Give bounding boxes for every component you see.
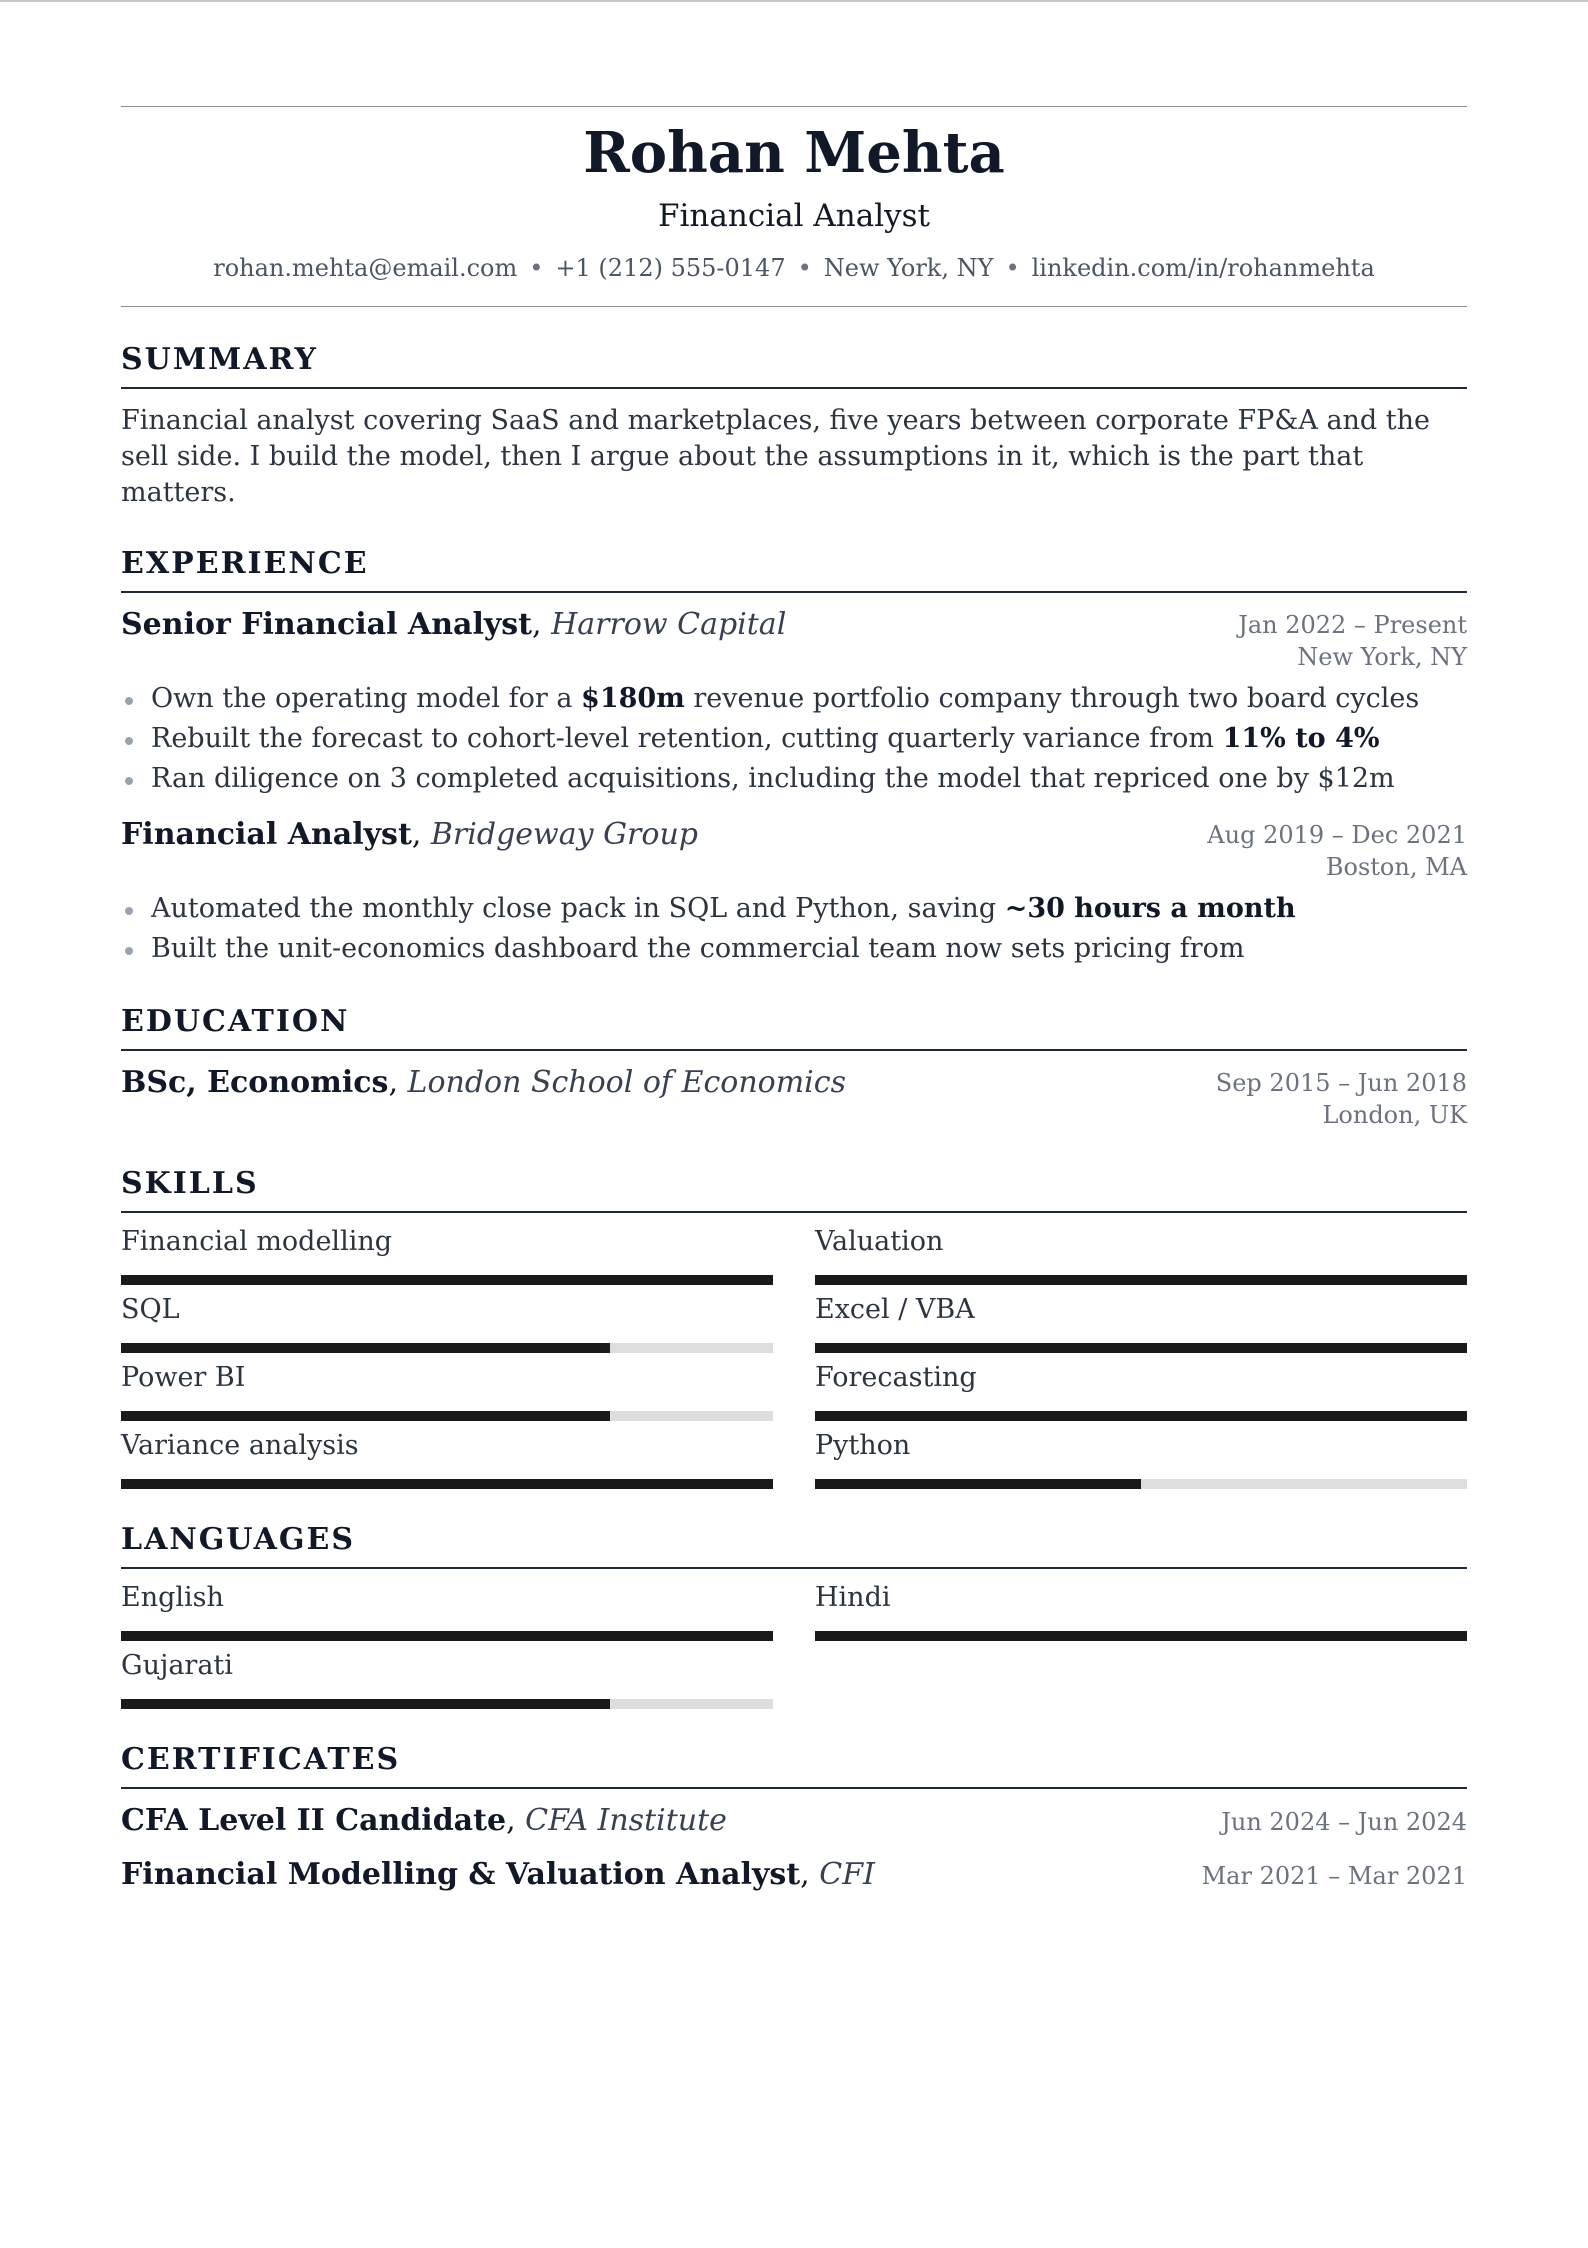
language-label: Hindi — [815, 1582, 891, 1613]
achievement-item: Ran diligence on 3 completed acquisitions, including the model that repriced one by $12m — [121, 759, 1467, 799]
achievement-item: Own the operating model for a $180m revenue portfolio company through two board cycles — [121, 679, 1467, 719]
job-role: Financial Analyst — [121, 817, 412, 852]
achievement-list — [121, 889, 1467, 969]
achievement-item: Automated the monthly close pack in SQL and Python, saving ~30 hours a month — [121, 889, 1467, 929]
language-level-fill — [121, 1631, 773, 1641]
section-heading: SKILLS — [121, 1169, 1467, 1213]
school: London School of Economics — [407, 1065, 846, 1100]
skills-section — [121, 1166, 1467, 1497]
experience-entry — [121, 817, 1467, 969]
skill-level-fill — [815, 1275, 1467, 1285]
experience-entry-header — [121, 607, 1467, 673]
skill-item — [815, 1429, 1467, 1497]
language-label: English — [121, 1582, 224, 1613]
certificate-dates: Mar 2021 – Mar 2021 — [1201, 1862, 1467, 1890]
skill-label: Variance analysis — [121, 1430, 359, 1461]
experience-entry-header — [121, 817, 1467, 883]
language-level-bar — [815, 1631, 1467, 1641]
language-level-bar — [121, 1699, 773, 1709]
achievement-list — [121, 679, 1467, 799]
experience-location: New York, NY — [1297, 643, 1467, 671]
skill-level-bar — [815, 1343, 1467, 1353]
certificate-issuer: CFA Institute — [525, 1803, 727, 1838]
section-heading: CERTIFICATES — [121, 1745, 1467, 1789]
skill-level-fill — [815, 1411, 1467, 1421]
job-role: Senior Financial Analyst — [121, 607, 533, 642]
education-dates: Sep 2015 – Jun 2018 — [1215, 1069, 1467, 1097]
certificate-title: CFA Level II Candidate, CFA Institute — [121, 1803, 727, 1838]
certificate-title: Financial Modelling & Valuation Analyst, CFI — [121, 1857, 875, 1892]
education-location: London, UK — [1322, 1101, 1467, 1129]
top-border — [0, 0, 1588, 2]
experience-dates: Jan 2022 – Present — [1238, 611, 1467, 639]
contact-separator: • — [1005, 254, 1020, 282]
contact-separator: • — [797, 254, 812, 282]
language-level-fill — [121, 1699, 610, 1709]
header-top-rule — [121, 106, 1467, 107]
language-level-bar — [121, 1631, 773, 1641]
skill-item — [121, 1429, 773, 1497]
achievement-item: Built the unit-economics dashboard the commercial team now sets pricing from — [121, 929, 1467, 969]
candidate-name: Rohan Mehta — [583, 120, 1005, 186]
resume-content — [121, 106, 1467, 1893]
skills-grid — [121, 1225, 1467, 1497]
skill-level-fill — [815, 1479, 1141, 1489]
skill-item — [815, 1225, 1467, 1293]
certificate-name: CFA Level II Candidate — [121, 1803, 507, 1838]
certificate-name: Financial Modelling & Valuation Analyst — [121, 1857, 801, 1892]
skill-level-bar — [121, 1479, 773, 1489]
experience-section — [121, 546, 1467, 969]
summary-section — [121, 342, 1467, 511]
skill-level-bar — [815, 1411, 1467, 1421]
skill-item — [815, 1361, 1467, 1429]
experience-entry — [121, 607, 1467, 799]
section-heading: EXPERIENCE — [121, 549, 1467, 593]
experience-title: Senior Financial Analyst, Harrow Capital — [121, 607, 787, 642]
experience-list — [121, 607, 1467, 969]
education-section — [121, 1004, 1467, 1131]
skill-level-bar — [121, 1343, 773, 1353]
degree: BSc, Economics — [121, 1065, 389, 1100]
skill-label: Financial modelling — [121, 1226, 393, 1257]
language-label: Gujarati — [121, 1650, 233, 1681]
skill-item — [815, 1293, 1467, 1361]
contact-linkedin[interactable]: linkedin.com/in/rohanmehta — [1031, 254, 1375, 282]
skill-label: Forecasting — [815, 1362, 977, 1393]
language-item — [121, 1581, 773, 1649]
skill-level-fill — [121, 1411, 610, 1421]
skill-label: Power BI — [121, 1362, 246, 1393]
skill-level-bar — [815, 1479, 1467, 1489]
experience-title: Financial Analyst, Bridgeway Group — [121, 817, 698, 852]
certificate-dates: Jun 2024 – Jun 2024 — [1221, 1808, 1467, 1836]
contact-location: New York, NY — [823, 254, 994, 282]
skill-level-fill — [121, 1275, 773, 1285]
contact-line — [121, 256, 1467, 280]
resume-header — [121, 120, 1467, 282]
skill-level-bar — [121, 1411, 773, 1421]
company-name: Harrow Capital — [551, 607, 787, 642]
language-item — [815, 1581, 1467, 1649]
section-heading: EDUCATION — [121, 1007, 1467, 1051]
skill-item — [121, 1361, 773, 1429]
skill-label: SQL — [121, 1294, 180, 1325]
skill-label: Valuation — [815, 1226, 944, 1257]
section-heading: SUMMARY — [121, 345, 1467, 389]
certificate-list — [121, 1803, 1467, 1893]
skill-level-bar — [815, 1275, 1467, 1285]
summary-text: Financial analyst covering SaaS and marketplaces, five years between corporate FP&A and the sell side. I build the model, then I argue about the assumptions in it, which is the part that matters. — [121, 405, 1431, 508]
experience-location: Boston, MA — [1325, 853, 1467, 881]
certificates-section — [121, 1742, 1467, 1893]
skill-level-fill — [815, 1343, 1467, 1353]
achievement-item: Rebuilt the forecast to cohort-level retention, cutting quarterly variance from 11% to 4% — [121, 719, 1467, 759]
skill-item — [121, 1225, 773, 1293]
skill-label: Excel / VBA — [815, 1294, 975, 1325]
certificate-entry — [121, 1803, 1467, 1839]
languages-section — [121, 1522, 1467, 1717]
education-entry: BSc, Economics, London School of Economics Sep 2015 – Jun 2018 London, UK — [121, 1065, 1467, 1129]
experience-meta — [1238, 607, 1467, 673]
skill-level-fill — [121, 1479, 773, 1489]
skill-level-bar — [121, 1275, 773, 1285]
skill-item — [121, 1293, 773, 1361]
candidate-title: Financial Analyst — [658, 198, 930, 234]
contact-separator: • — [529, 254, 544, 282]
section-heading: LANGUAGES — [121, 1525, 1467, 1569]
language-level-fill — [815, 1631, 1467, 1641]
certificate-issuer: CFI — [819, 1857, 875, 1892]
experience-dates: Aug 2019 – Dec 2021 — [1207, 821, 1467, 849]
certificate-entry — [121, 1857, 1467, 1893]
contact-email[interactable]: rohan.mehta@email.com — [213, 254, 518, 282]
company-name: Bridgeway Group — [430, 817, 698, 852]
skill-label: Python — [815, 1430, 911, 1461]
contact-phone[interactable]: +1 (212) 555-0147 — [555, 254, 786, 282]
header-bottom-rule — [121, 306, 1467, 307]
language-item — [121, 1649, 773, 1717]
skill-level-fill — [121, 1343, 610, 1353]
languages-grid — [121, 1581, 1467, 1717]
experience-meta — [1207, 817, 1467, 883]
